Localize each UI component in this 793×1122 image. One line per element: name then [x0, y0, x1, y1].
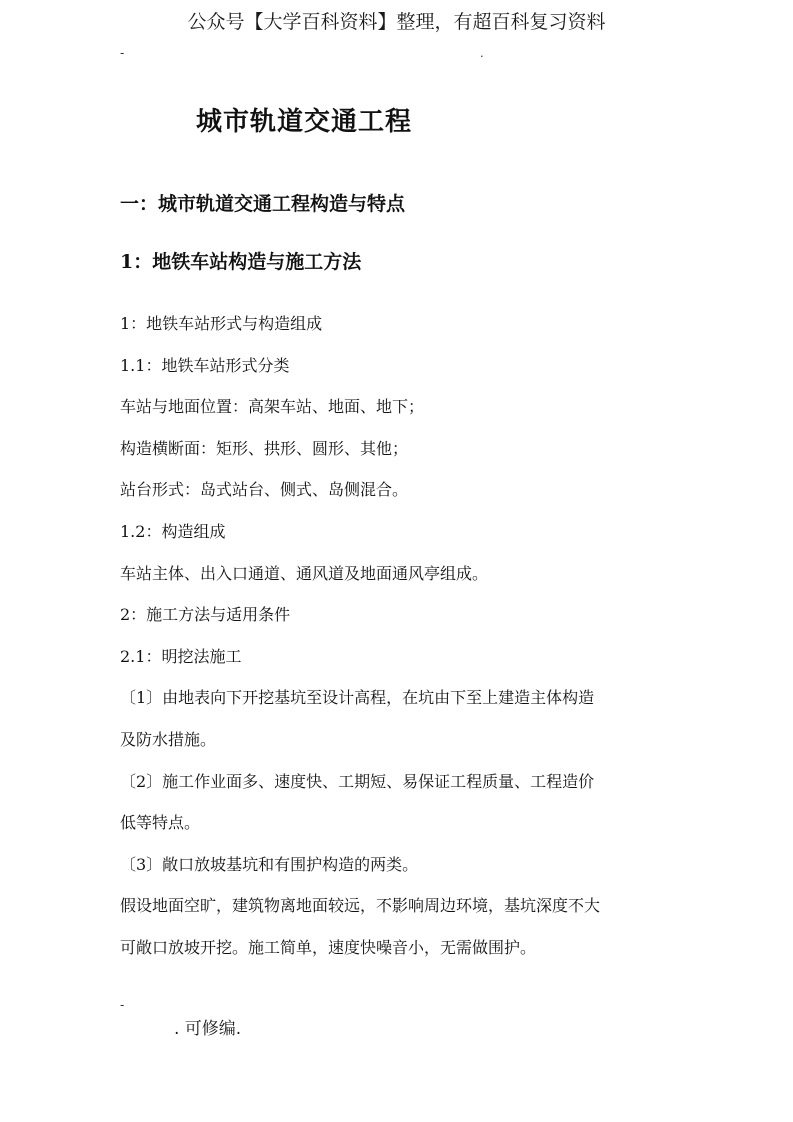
document-body: [120, 310, 690, 976]
paragraph-line: 〔1〕由地表向下开挖基坑至设计高程，在坑由下至上建造主体构造: [120, 688, 595, 708]
header-mark-left: -: [120, 45, 125, 60]
paragraph-line: 1.2：构造组成: [120, 521, 226, 541]
paragraph-line: 〔3〕敞口放坡基坑和有围护构造的两类。: [120, 854, 419, 874]
section-heading: 一：城市轨道交通工程构造与特点: [120, 193, 406, 215]
document-title: 城市轨道交通工程: [196, 107, 413, 137]
paragraph-line: 车站与地面位置：高架车站、地面、地下；: [120, 397, 425, 417]
subsection-heading: 1：地铁车站构造与施工方法: [120, 251, 362, 273]
paragraph-line: 1.1：地铁车站形式分类: [120, 355, 290, 375]
paragraph-line: 〔2〕施工作业面多、速度快、工期短、易保证工程质量、工程造价: [120, 771, 595, 791]
footer-text: . 可修编.: [174, 1019, 242, 1039]
header-mark-right: .: [480, 45, 484, 60]
footer-mark: -: [120, 997, 125, 1012]
paragraph-line: 2.1：明挖法施工: [120, 646, 242, 666]
paragraph-line: 站台形式：岛式站台、侧式、岛侧混合。: [120, 480, 409, 500]
paragraph-line: 及防水措施。: [120, 729, 217, 749]
paragraph-line: 可敞口放坡开挖。施工简单，速度快噪音小，无需做围护。: [120, 937, 537, 957]
paragraph-line: 1：地铁车站形式与构造组成: [120, 314, 323, 333]
paragraph-line: 2：施工方法与适用条件: [120, 605, 291, 625]
paragraph-line: 构造横断面：矩形、拱形、圆形、其他；: [120, 438, 409, 458]
paragraph-line: 低等特点。: [120, 813, 201, 833]
top-banner: 公众号【大学百科资料】整理，有超百科复习资料: [187, 11, 606, 33]
paragraph-line: 假设地面空旷，建筑物离地面较远，不影响周边环境，基坑深度不大: [120, 896, 601, 916]
paragraph-line: 车站主体、出入口通道、通风道及地面通风亭组成。: [120, 563, 489, 583]
